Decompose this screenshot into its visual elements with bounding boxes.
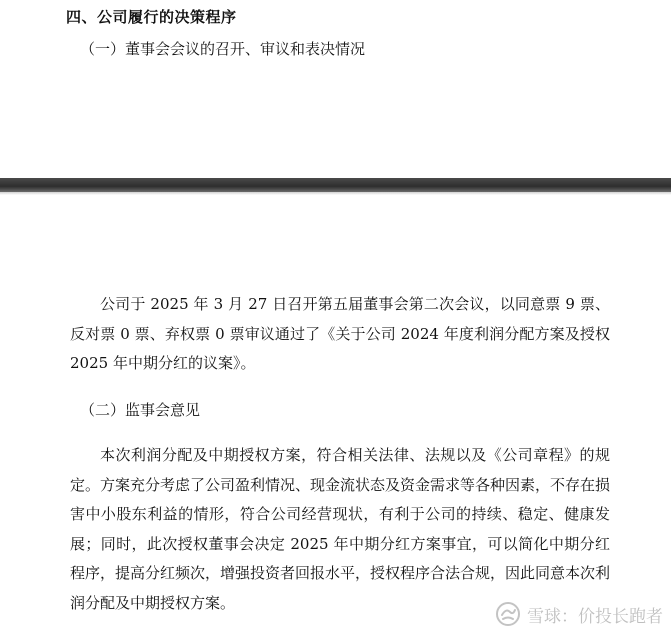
snowball-logo-icon <box>495 601 521 627</box>
previous-page-section <box>0 0 671 178</box>
board-meeting-paragraph: 公司于 2025 年 3 月 27 日召开第五届董事会第二次会议，以同意票 9 票、反对票 0 票、弃权票 0 票审议通过了《关于公司 2024 年度利润分配方案及授权 2025 年中期分红的议案》。 <box>70 295 610 372</box>
watermark <box>495 601 663 627</box>
page-separator <box>0 178 671 192</box>
supervisory-opinion-paragraph: 本次利润分配及中期授权方案，符合相关法律、法规以及《公司章程》的规定。方案充分考虑了公司盈利情况、现金流状态及资金需求等各种因素，不存在损害中小股东利益的情形，符合公司经营现状，有利于公司的持续、稳定、健康发展；同时，此次授权董事会决定 2025 年中期分红方案事宜，可以简化中期分红程序，提高分红频次，增强投资者回报水平，授权程序合法合规，因此同意本次利润分配及中期授权方案。 <box>70 446 611 612</box>
subheading-supervisory-opinion: （二）监事会意见 <box>80 401 201 419</box>
watermark-text: 雪球：价投长跑者 <box>527 606 663 627</box>
page-separator-shadow <box>0 192 671 195</box>
subheading-board-meeting: （一）董事会会议的召开、审议和表决情况 <box>80 40 366 58</box>
section-heading: 四、公司履行的决策程序 <box>66 8 237 26</box>
